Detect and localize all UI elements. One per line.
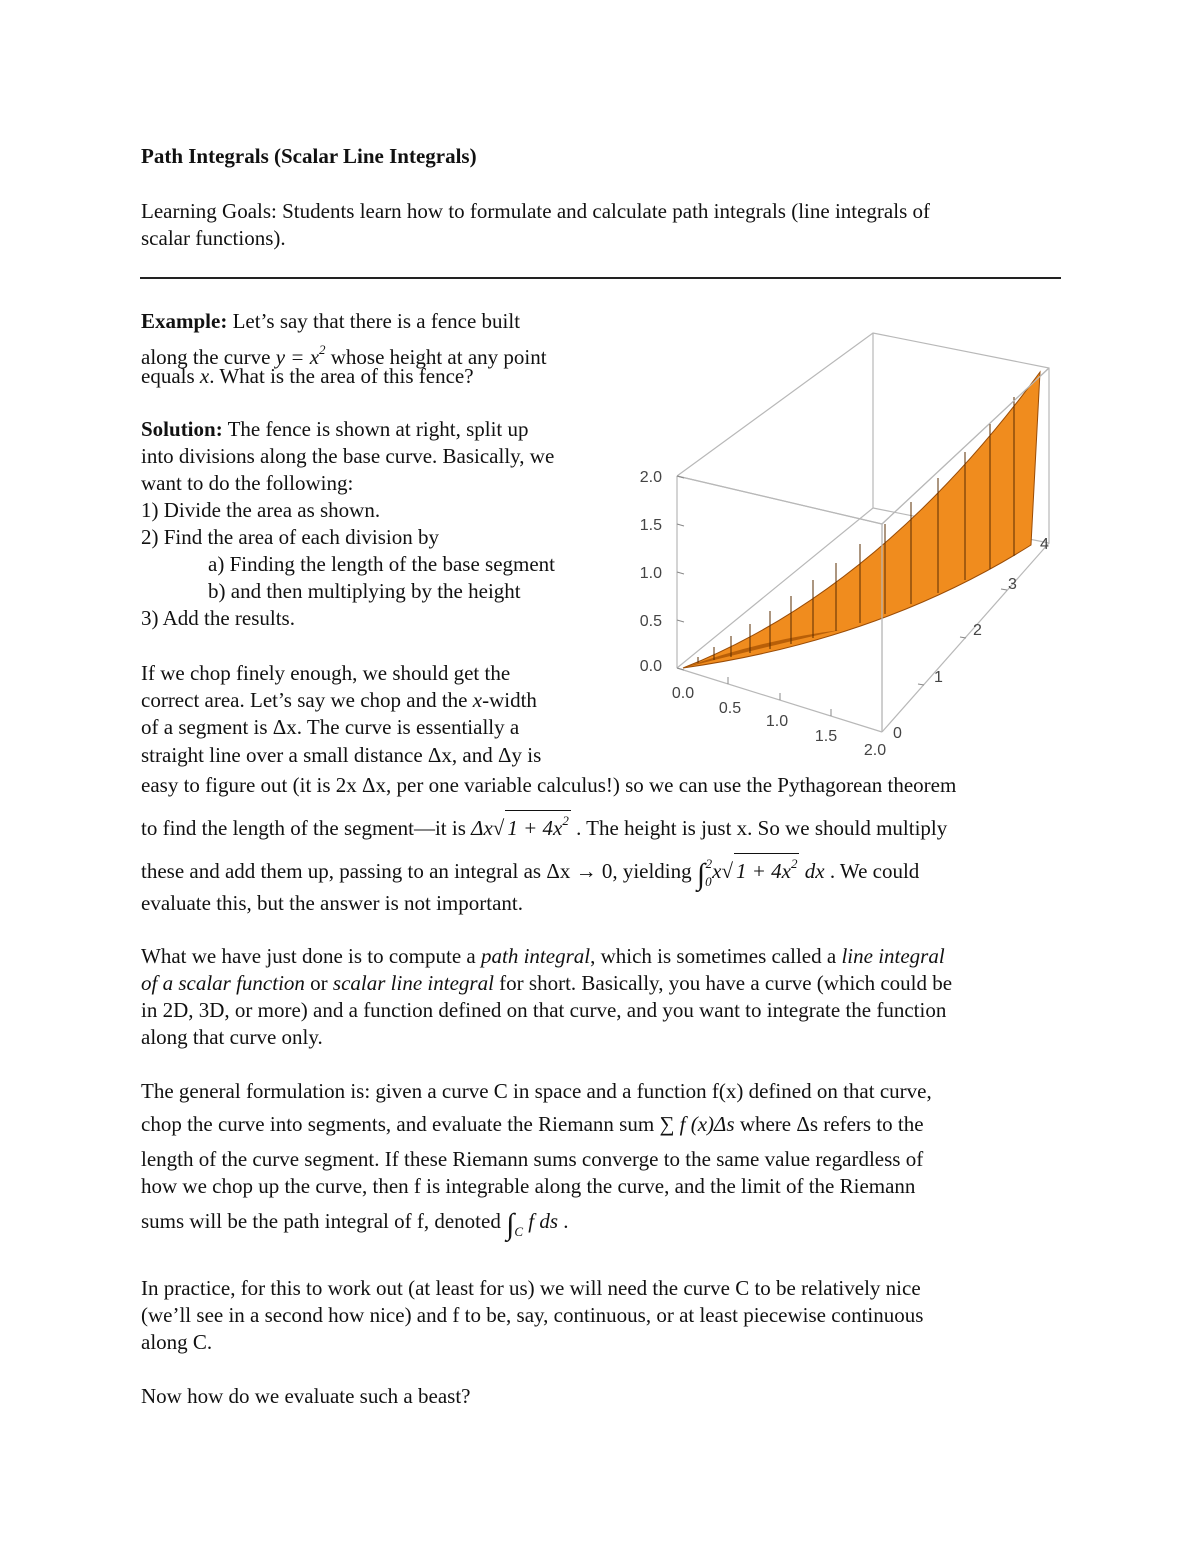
y-tick: 0	[893, 725, 902, 742]
z-tick: 1.5	[639, 517, 662, 534]
chop-line-6: to find the length of the segment—it is Δx√ $1 + 4x^2$ . The height is just x. So we should multiply	[141, 810, 947, 842]
example-line-2: along the curve $y = x^2$ whose height at any point	[141, 342, 547, 369]
x-tick: 1.5	[814, 728, 838, 745]
step-2: 2) Find the area of each division by	[141, 525, 439, 549]
chop-line-2: correct area. Let’s say we chop and the x-width	[141, 688, 537, 712]
p4-line-3: along C.	[141, 1330, 213, 1354]
x-tick: 1.0	[765, 713, 789, 730]
p3-line-2: chop the curve into segments, and evaluate the Riemann sum ∑ f (x)Δs where Δs refers to the	[141, 1112, 924, 1136]
p4-line-2: (we’ll see in a second how nice) and f to be, say, continuous, or at least piecewise continuous	[141, 1303, 924, 1327]
p2-line-3: in 2D, 3D, or more) and a function defined on that curve, and you want to integrate the function	[141, 998, 947, 1022]
z-tick: 1.0	[639, 565, 662, 582]
page-title: Path Integrals (Scalar Line Integrals)	[141, 144, 477, 168]
p2-line-4: along that curve only.	[141, 1025, 323, 1049]
learning-goals-line-2: scalar functions).	[141, 226, 286, 250]
solution-label: Solution:	[141, 417, 223, 441]
p2-line-2: of a scalar function or scalar line integral for short. Basically, you have a curve (which could be	[141, 971, 953, 995]
step-1: 1) Divide the area as shown.	[141, 498, 381, 522]
p3-line-4: how we chop up the curve, then f is integrable along the curve, and the limit of the Riemann	[141, 1174, 916, 1198]
chop-line-1: If we chop finely enough, we should get the	[141, 661, 511, 685]
solution-line-1: Solution: The fence is shown at right, split up	[141, 417, 529, 441]
y-tick: 2	[973, 622, 982, 639]
p2-line-1: What we have just done is to compute a path integral, which is sometimes called a line integral	[141, 944, 945, 968]
p3-line-5: sums will be the path integral of f, denoted $\int_C$ f ds .	[141, 1208, 569, 1241]
chop-line-4: straight line over a small distance Δx, and Δy is	[141, 743, 542, 767]
y-tick: 4	[1040, 536, 1049, 553]
chop-line-5: easy to figure out (it is 2x Δx, per one variable calculus!) so we can use the Pythagorean theorem	[141, 773, 957, 797]
p5-line-1: Now how do we evaluate such a beast?	[141, 1384, 471, 1408]
x-tick: 2.0	[863, 742, 887, 759]
fence-surface	[683, 372, 1040, 668]
chop-line-3: of a segment is Δx. The curve is essentially a	[141, 715, 520, 739]
z-tick: 0.0	[639, 658, 662, 675]
example-line-3: equals x. What is the area of this fence?	[141, 364, 474, 388]
segment-length-formula: Δx√ $1 + 4x^2$	[471, 816, 571, 840]
y-tick: 3	[1008, 576, 1017, 593]
step-3: 3) Add the results.	[141, 606, 295, 630]
example-label: Example:	[141, 309, 228, 333]
equation-y-x2: $y = x^2$	[275, 342, 326, 369]
p3-line-1: The general formulation is: given a curve C in space and a function f(x) defined on that curve,	[141, 1079, 932, 1103]
step-2b: b) and then multiplying by the height	[208, 579, 521, 603]
chop-line-8: evaluate this, but the answer is not important.	[141, 891, 523, 915]
p4-line-1: In practice, for this to work out (at least for us) we will need the curve C to be relatively nice	[141, 1276, 921, 1300]
learning-goals-line-1: Learning Goals: Students learn how to formulate and calculate path integrals (line integrals of	[141, 199, 930, 223]
fence-area-integral: $\int_0^2x√$ $1 + 4x^2$ dx	[697, 859, 825, 883]
p3-line-3: length of the curve segment. If these Riemann sums converge to the same value regardless of	[141, 1147, 924, 1171]
x-tick: 0.5	[718, 700, 742, 717]
z-tick: 2.0	[639, 469, 662, 486]
example-line-1: Example: Let’s say that there is a fence built	[141, 309, 521, 333]
z-tick: 0.5	[639, 613, 662, 630]
chop-line-7: these and add them up, passing to an integral as Δx → 0, yielding $\int_0^2x√$ $1 + 4x^2$ dx . We could	[141, 850, 919, 895]
riemann-sum: ∑ f (x)Δs	[659, 1112, 735, 1136]
y-tick: 1	[934, 669, 943, 686]
x-tick: 0.0	[671, 685, 695, 702]
path-integral-notation: $\int_C$ f ds	[506, 1208, 558, 1241]
step-2a: a) Finding the length of the base segment	[208, 552, 556, 576]
solution-line-3: want to do the following:	[141, 471, 354, 495]
solution-line-2: into divisions along the base curve. Basically, we	[141, 444, 555, 468]
